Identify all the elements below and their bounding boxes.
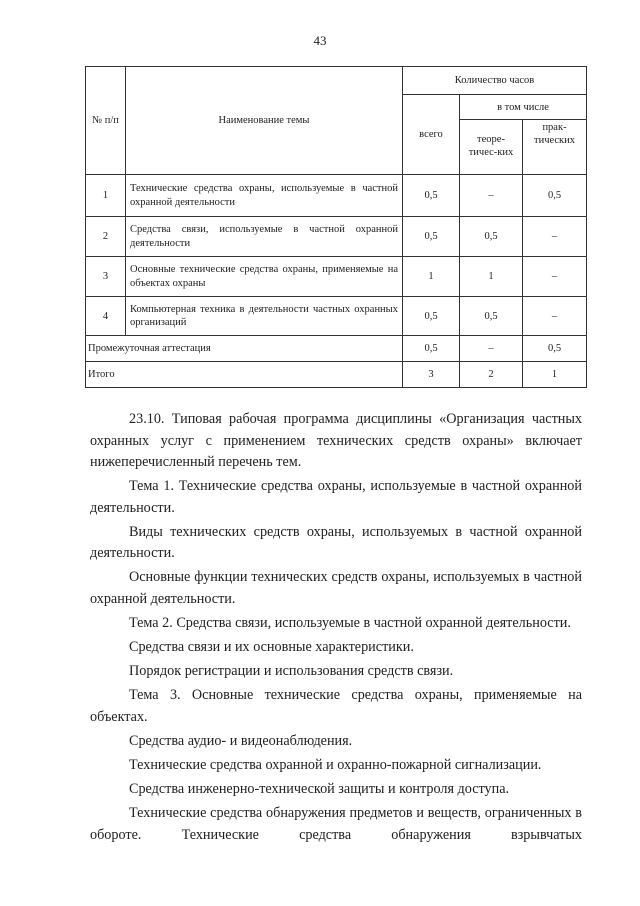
paragraph: Технические средства обнаружения предметов и веществ, ограниченных в обороте. Технические средства обнаружения взрывчатых [90,805,582,843]
header-hours: Количество часов [403,67,587,95]
row-theory: – [460,175,523,217]
header-theoretical: теоре-тичес-ких [460,120,523,175]
row-topic: Компьютерная техника в деятельности частных охранных организаций [126,297,403,336]
row-practice: – [523,257,587,297]
row-num: 3 [86,257,126,297]
row-total: 1 [403,257,460,297]
summary-theory: 2 [460,362,523,388]
row-topic: Основные технические средства охраны, применяемые на объектах охраны [126,257,403,297]
table-row [86,175,587,217]
interim-label: Промежуточная аттестация [86,336,403,362]
row-topic: Средства связи, используемые в частной охранной деятельности [126,217,403,257]
paragraph: Технические средства охранной и охранно-пожарной сигнализации. [129,756,542,773]
table-row [86,217,587,257]
table-row-summary [86,362,587,388]
row-practice: 0,5 [523,175,587,217]
row-total: 0,5 [403,175,460,217]
summary-total: 3 [403,362,460,388]
row-practice: – [523,217,587,257]
paragraph: Средства аудио- и видеонаблюдения. [129,732,353,749]
row-total: 0,5 [403,297,460,336]
table-row-interim [86,336,587,362]
row-num: 4 [86,297,126,336]
row-num: 2 [86,217,126,257]
paragraph: Основные функции технических средств охраны, используемых в частной охранной деятельности. [90,569,582,607]
row-theory: 0,5 [460,217,523,257]
table-row [86,257,587,297]
row-num: 1 [86,175,126,217]
header-total: всего [403,95,460,175]
paragraph: 23.10. Типовая рабочая программа дисциплины «Организация частных охранных услуг с применением технических средств охраны» включает нижеперечисленный перечень тем. [90,411,582,470]
page-number: 43 [313,33,327,48]
row-theory: 1 [460,257,523,297]
paragraph: Тема 3. Основные технические средства охраны, применяемые на объектах. [90,687,582,725]
row-theory: 0,5 [460,297,523,336]
header-num: № п/п [86,67,126,175]
paragraph: Средства связи и их основные характеристики. [129,638,414,655]
row-topic: Технические средства охраны, используемые в частной охранной деятельности [126,175,403,217]
header-topic: Наименование темы [126,67,403,175]
header-practical: прак-тических [523,120,587,175]
row-practice: – [523,297,587,336]
summary-label: Итого [86,362,403,388]
interim-practice: 0,5 [523,336,587,362]
paragraph: Тема 2. Средства связи, используемые в частной охранной деятельности. [129,614,571,631]
body-text [90,409,582,849]
paragraph: Тема 1. Технические средства охраны, используемые в частной охранной деятельности. [90,478,582,516]
paragraph: Средства инженерно-технической защиты и контроля доступа. [129,780,510,797]
paragraph: Виды технических средств охраны, используемых в частной охранной деятельности. [90,523,582,562]
interim-total: 0,5 [403,336,460,362]
row-total: 0,5 [403,217,460,257]
table-row [86,297,587,336]
interim-theory: – [460,336,523,362]
hours-table [85,66,587,388]
paragraph: Порядок регистрации и использования средств связи. [129,663,454,680]
header-including: в том числе [460,95,587,120]
summary-practice: 1 [523,362,587,388]
